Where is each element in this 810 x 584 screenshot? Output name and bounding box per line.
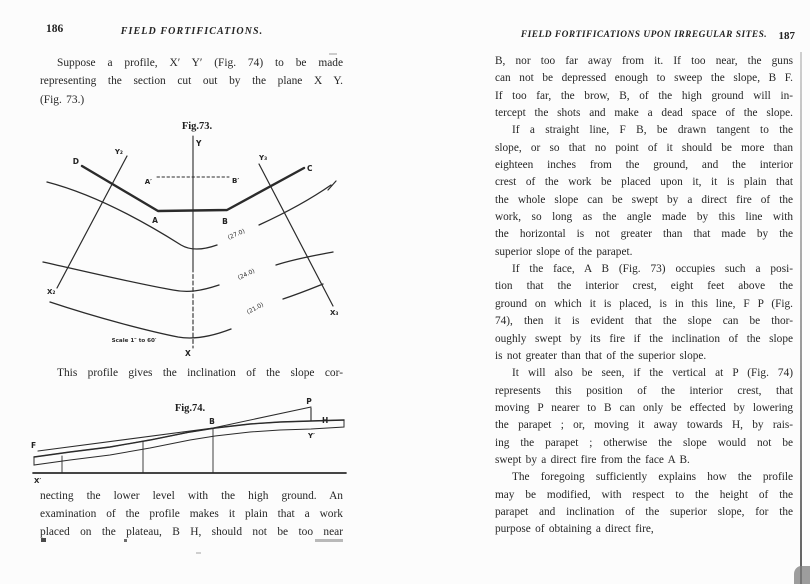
right-page-body [495,53,793,539]
text-line: parapet and inclination of the superior slope, for the [495,505,793,518]
fig73-contour-label-21: (21.0) [245,301,265,317]
fig74-label-p: P [306,397,312,406]
fig74-label-y-prime: Y′ [308,432,315,440]
text-line: tercept the shots and make a dead space of the slope. [495,107,793,120]
fig74-label-x-prime: X′ [34,477,42,485]
fig73-label-y3: Y₃ [259,154,268,162]
left-paragraph-bottom [40,487,343,542]
fig74-label-h: H [322,416,329,425]
text-line: the horizontal is not greater than that made by the [495,228,793,241]
fig73-label-b: B [222,217,228,226]
fig73-label-x: X [185,349,191,358]
text-line: work, so long as the angle made by this line with [495,211,793,224]
scan-edge-line [800,52,802,584]
text-line: the parapet ; or, moving it away towards H, by rais- [495,419,793,432]
fig73-label-a: A [152,216,158,225]
right-running-head: FIELD FORTIFICATIONS UPON IRREGULAR SITES. [520,30,768,40]
scan-speck [315,539,343,542]
text-line: represents this position of the interior crest, that [495,384,793,397]
paragraph [495,365,793,469]
text-line: may be modified, with respect to the height of the [495,488,793,501]
text-line: superior slope of the parapet. [495,245,633,258]
scan-speck [329,53,337,55]
fig74-diagram [30,395,350,487]
text-line: crest of the work be placed upon it, it is plain that [495,176,793,189]
text-line: If a straight line, F B, be drawn tangent to the [512,124,793,137]
fig73-label-y2: Y₂ [114,148,123,156]
text-line: tion that the interior crest, eight feet above the [495,280,793,293]
text-line: the whole slope can be swept by a direct fire of the [495,193,793,206]
text-line: can not be depressed enough to sweep the slope, B F. [495,72,793,85]
text-line: Suppose a profile, X′ Y′ (Fig. 74) to be made [57,57,343,69]
text-line: ground on which it is placed, is in this line, F P (Fig. [495,297,793,310]
fig73-label-b-prime: B′ [232,177,240,185]
text-line: ing the parapet ; otherwise the slope would not be [495,436,793,449]
left-paragraph-top [40,54,343,109]
text-line: It will also be seen, if the vertical at P (Fig. 74) [512,367,793,380]
fig73-label-d: D [72,157,79,166]
text-line: representing the section cut out by the plane X Y. [40,75,343,88]
fig73-label-y: Y [196,139,202,148]
text-line: (Fig. 73.) [40,93,85,106]
text-line: The foregoing sufficiently explains how the profile [512,471,793,484]
text-line: moving P nearer to B can only be effected by lowering [495,401,793,414]
paragraph [40,487,343,542]
text-line: 74), then it is evident that the slope can be thor- [495,315,793,328]
fig73-contour-label-27: (27.0) [226,227,247,242]
text-line: If the face, A B (Fig. 73) occupies such a posi- [512,263,793,276]
text-line: oughly swept by its fire if the inclination of the slope [495,332,793,345]
fig73-label-a-prime: A′ [144,178,152,186]
text-line: placed on the plateau, B H, should not be too near [40,526,343,539]
scan-corner-smudge [794,566,810,584]
fig73-contour-label-24: (24.0) [236,267,257,282]
fig73-title: Fig.73. [181,121,213,132]
text-line: B, nor too far away from it. If too near, the guns [495,55,793,67]
fig73-label-c: C [307,164,313,173]
fig73-contour-value-labels [227,228,265,316]
text-line: swept by a direct fire from the face A B. [495,453,690,466]
fig73-diagram [33,116,353,362]
fig74-title: Fig.74. [174,403,206,414]
paragraph [495,122,793,261]
text-line: examination of the profile makes it plain that a work [40,508,343,521]
text-line: is not greater than that of the superior slope. [495,349,707,362]
left-caption-line [40,366,343,381]
fig74-label-b: B [209,417,215,426]
left-running-head: FIELD FORTIFICATIONS. [120,26,264,37]
text-line: necting the lower level with the high ground. An [40,490,343,502]
fig73-contour-lines [43,181,339,338]
scan-speck [124,539,127,542]
paragraph [40,366,343,381]
paragraph [495,469,793,538]
left-page-number: 186 [46,23,64,35]
fig73-axis-lines [57,136,333,348]
text-line: eighteen inches from the ground, and the interior [495,159,793,172]
text-line: This profile gives the inclination of the slope cor- [57,367,343,379]
right-page-header [495,30,793,40]
fig74-label-f: F [31,441,37,450]
paragraph [40,54,343,109]
text-line: purpose of obtaining a direct fire, [495,523,654,536]
paragraph [495,53,793,122]
scan-speck [196,552,201,554]
right-page-number: 187 [778,30,795,42]
paragraph [495,261,793,365]
fig73-scale-note: Scale 1″ to 60′ [111,338,157,344]
scan-speck [41,538,46,542]
text-line: If too far, the brow, B, of the high ground will in- [495,89,793,102]
fig73-label-x3: X₃ [330,309,339,317]
fig74-ground-band [34,420,344,465]
text-line: slope, or so that no point of it should be more than [495,141,793,154]
fig73-label-x2: X₂ [47,288,56,296]
